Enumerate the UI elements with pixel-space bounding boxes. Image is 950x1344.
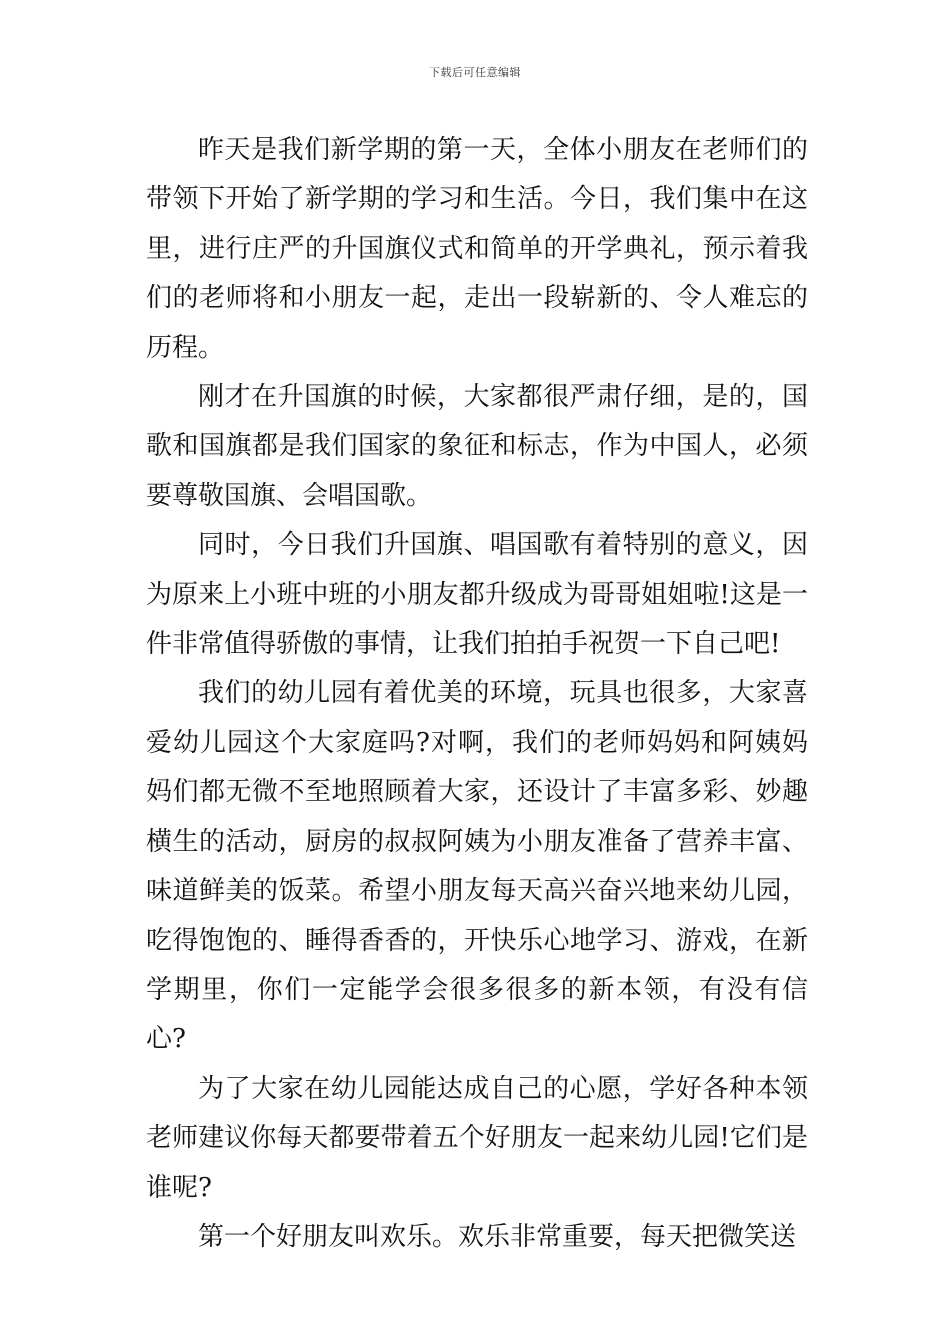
paragraph: 刚才在升国旗的时候，大家都很严肃仔细，是的，国歌和国旗都是我们国家的象征和标志，作为中国人，必须要尊敬国旗、会唱国歌。: [146, 382, 808, 511]
paragraph: 为了大家在幼儿园能达成自己的心愿，学好各种本领老师建议你每天都要带着五个好朋友一起来幼儿园!它们是谁呢?: [146, 1073, 808, 1203]
paragraph: 我们的幼儿园有着优美的环境，玩具也很多，大家喜爱幼儿园这个大家庭吗?对啊，我们的老师妈妈和阿姨妈妈们都无微不至地照顾着大家，还设计了丰富多彩、妙趣横生的活动，厨房的叔叔阿姨为小朋友准备了营养丰富、味道鲜美的饭菜。希望小朋友每天高兴奋兴地来幼儿园，吃得饱饱的、睡得香香的，开快乐心地学习、游戏，在新学期里，你们一定能学会很多很多的新本领，有没有信心?: [146, 678, 808, 1055]
page-header: 下载后可任意编辑: [429, 66, 521, 79]
paragraph: 同时，今日我们升国旗、唱国歌有着特别的意义，因为原来上小班中班的小朋友都升级成为哥哥姐姐啦!这是一件非常值得骄傲的事情，让我们拍拍手祝贺一下自己吧!: [146, 530, 808, 660]
paragraph: 昨天是我们新学期的第一天，全体小朋友在老师们的带领下开始了新学期的学习和生活。今日，我们集中在这里，进行庄严的升国旗仪式和简单的开学典礼，预示着我们的老师将和小朋友一起，走出一段崭新的、令人难忘的历程。: [146, 135, 808, 363]
paragraph: 第一个好朋友叫欢乐。欢乐非常重要，每天把微笑送: [198, 1221, 797, 1252]
document-body: [146, 126, 808, 1262]
